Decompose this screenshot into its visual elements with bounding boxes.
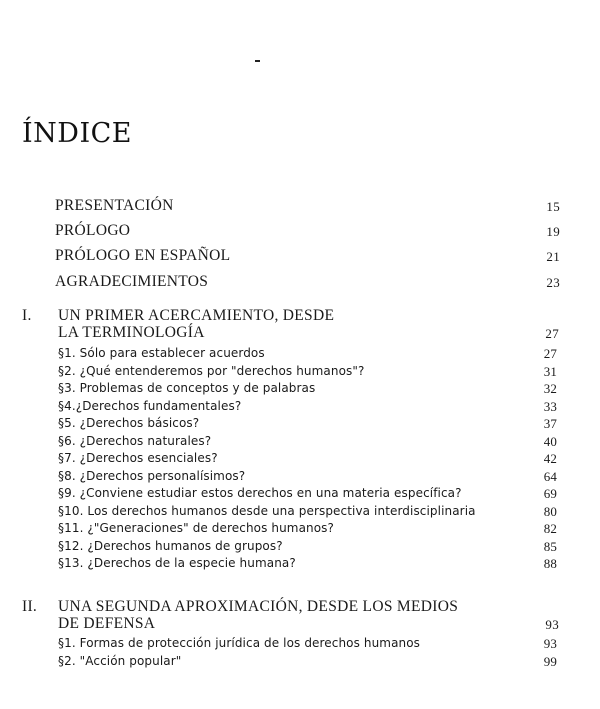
- section-label: §12. ¿Derechos humanos de grupos?: [58, 538, 283, 553]
- toc-section-2-2: [58, 654, 561, 671]
- section-page: 80: [543, 503, 557, 519]
- section-label: §9. ¿Conviene estudiar estos derechos en una materia específica?: [58, 486, 462, 500]
- toc-entry-label: PRÓLOGO EN ESPAÑOL: [55, 247, 231, 264]
- section-label: §1. Formas de protección jurídica de los derechos humanos: [58, 636, 421, 650]
- section-label: §11. ¿"Generaciones" de derechos humanos?: [58, 521, 334, 535]
- chapter-heading-1: [22, 307, 567, 347]
- toc-entry-label: PRÓLOGO: [55, 222, 131, 239]
- section-page: 27: [543, 346, 557, 361]
- section-page: 88: [543, 556, 557, 571]
- toc-section-2-1: [58, 636, 561, 653]
- toc-section-1-9: [58, 486, 561, 503]
- section-page: 64: [543, 468, 557, 484]
- section-label: §5. ¿Derechos básicos?: [58, 416, 200, 430]
- toc-section-1-1: [58, 346, 561, 363]
- toc-section-1-6: [58, 434, 561, 451]
- section-page: 37: [543, 416, 557, 431]
- toc-entry-page: 15: [546, 199, 560, 214]
- page-title: ÍNDICE: [22, 118, 132, 149]
- toc-section-1-11: [58, 521, 561, 538]
- toc-entry-page: 21: [546, 249, 560, 264]
- toc-section-1-7: [58, 451, 561, 468]
- toc-section-1-13: [58, 556, 561, 573]
- toc-section-1-8: [58, 469, 561, 486]
- section-page: 33: [543, 398, 557, 414]
- toc-section-1-5: [58, 416, 561, 433]
- chapter-heading-2: [22, 598, 567, 638]
- section-page: 32: [543, 381, 557, 396]
- toc-section-1-4: [58, 399, 561, 416]
- toc-section-1-12: [58, 539, 561, 556]
- chapter-number: I.: [22, 307, 32, 324]
- section-page: 31: [543, 363, 557, 379]
- toc-entry-agradecimientos: [50, 273, 565, 295]
- page-mark: [255, 60, 260, 62]
- section-page: 42: [543, 451, 557, 466]
- section-label: §6. ¿Derechos naturales?: [58, 433, 212, 448]
- section-page: 93: [543, 636, 557, 651]
- section-label: §7. ¿Derechos esenciales?: [58, 451, 218, 465]
- toc-entry-label: PRESENTACIÓN: [55, 197, 174, 214]
- section-page: 85: [543, 538, 557, 554]
- section-label: §1. Sólo para establecer acuerdos: [58, 346, 265, 360]
- toc-entry-prologo: [50, 222, 565, 244]
- chapter-title-line2: DE DEFENSA: [58, 615, 156, 632]
- toc-entry-page: 19: [546, 224, 560, 239]
- section-page: 40: [543, 433, 557, 449]
- section-label: §3. Problemas de conceptos y de palabras: [58, 381, 316, 395]
- toc-section-1-2: [58, 364, 561, 381]
- toc-entry-label: AGRADECIMIENTOS: [55, 273, 209, 290]
- chapter-number: II.: [22, 598, 38, 615]
- toc-entry-prologo-espanol: [50, 247, 565, 269]
- toc-entry-presentacion: [50, 197, 565, 219]
- chapter-title-line1: UN PRIMER ACERCAMIENTO, DESDE: [58, 307, 335, 324]
- section-label: §2. ¿Qué entenderemos por "derechos humanos"?: [58, 363, 365, 378]
- chapter-page: 27: [545, 326, 559, 341]
- chapter-title-line2: LA TERMINOLOGÍA: [58, 324, 205, 341]
- section-page: 82: [543, 521, 557, 536]
- toc-section-1-3: [58, 381, 561, 398]
- section-label: §2. "Acción popular": [58, 654, 182, 668]
- toc-entry-page: 23: [546, 275, 560, 290]
- section-page: 69: [543, 486, 557, 501]
- section-label: §13. ¿Derechos de la especie humana?: [58, 556, 296, 570]
- chapter-title-line1: UNA SEGUNDA APROXIMACIÓN, DESDE LOS MEDIOS: [58, 598, 459, 615]
- toc-section-1-10: [58, 504, 561, 521]
- section-label: §10. Los derechos humanos desde una perspectiva interdisciplinaria: [58, 503, 476, 518]
- section-label: §4.¿Derechos fundamentales?: [58, 398, 242, 413]
- section-label: §8. ¿Derechos personalísimos?: [58, 468, 246, 483]
- section-page: 99: [543, 654, 557, 669]
- chapter-page: 93: [545, 617, 559, 632]
